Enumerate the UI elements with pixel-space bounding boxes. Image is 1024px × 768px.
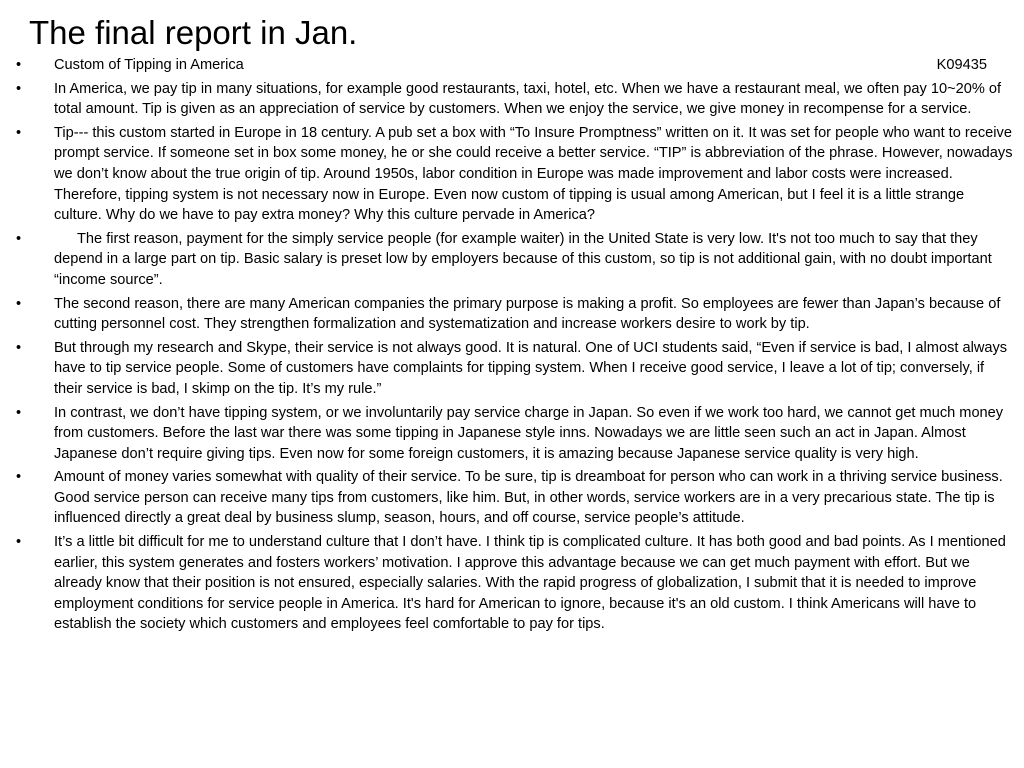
list-item: [0, 532, 1024, 635]
list-item: [0, 467, 1024, 529]
bullet-list: [0, 55, 1024, 638]
list-item: [0, 229, 1024, 291]
bullet-icon: •: [16, 404, 22, 421]
list-item: [0, 294, 1024, 335]
paragraph-text: In contrast, we don’t have tipping system, or we involuntarily pay service charge in Japan. So even if we work too hard, we cannot get much money from customers. Before the last war there was some tipping in Japanese style inns. Nowadays we are little seen such an act in Japan. Almost Japanese don’t require giving tips. Even now for some foreign customers, it is amazing because Japanese service quality is very high.: [54, 404, 1004, 462]
list-item: [0, 403, 1024, 465]
paragraph-text: It’s a little bit difficult for me to understand culture that I don’t have. I think tip is complicated culture. It has both good and bad points. As I mentioned earlier, this system generates and fosters workers’ motivation. I approve this advantage because we can get much payment with effort. But we already know that their position is not ensured, especially salaries. With the rapid progress of globalization, I submit that it is needed to improve employment conditions for service people in America. It's hard for American to ignore, because it's an old custom. I think Americans will have to establish the society which customers and employees feel comfortable to pay for tips.: [54, 534, 1006, 633]
list-item: [0, 338, 1024, 400]
paragraph-text: The second reason, there are many American companies the primary purpose is making a profit. So employees are fewer than Japan’s because of cutting personnel cost. They strengthen formalization and systematization and increase workers desire to work by tip.: [54, 295, 1001, 333]
list-item: [0, 123, 1024, 226]
bullet-icon: •: [16, 124, 22, 141]
page-title: The final report in Jan.: [29, 14, 358, 51]
bullet-icon: •: [16, 57, 22, 73]
report-subject: Custom of Tipping in America: [54, 57, 244, 73]
student-id: K09435: [936, 57, 987, 73]
bullet-icon: •: [16, 339, 22, 356]
bullet-icon: •: [16, 80, 22, 97]
list-item: [0, 79, 1024, 120]
paragraph-text: The first reason, payment for the simply service people (for example waiter) in the United State is very low. It's not too much to say that they depend in a large part on tip. Basic salary is preset low by employers because of this custom, so tip is not additional gain, with no doubt important “income source”.: [54, 230, 992, 288]
paragraph-text: Tip--- this custom started in Europe in 18 century. A pub set a box with “To Insure Promptness” written on it. It was set for people who want to receive prompt service. If someone set in box some money, he or she could receive a better service. “TIP” is abbreviation of the phrase. However, nowadays we don’t know about the true origin of tip. Around 1950s, labor condition in Europe was made improvement and labor costs were increased. Therefore, tipping system is not necessary now in Europe. Even now custom of tipping is usual among American, but I feel it is a little strange culture. Why do we have to pay extra money? Why this culture pervade in America?: [54, 124, 1013, 224]
paragraph-text: But through my research and Skype, their service is not always good. It is natural. One of UCI students said, “Even if service is bad, I almost always have to tip service people. Some of customers have complaints for tipping system. When I receive good service, I leave a lot of tip; conversely, if their service is bad, I skimp on the tip. It’s my rule.”: [54, 339, 1008, 397]
bullet-icon: •: [16, 534, 22, 551]
bullet-icon: •: [16, 295, 22, 312]
bullet-icon: •: [16, 469, 22, 486]
bullet-icon: •: [16, 230, 22, 247]
list-item-header: [0, 55, 1024, 76]
paragraph-text: Amount of money varies somewhat with quality of their service. To be sure, tip is dreamboat for person who can work in a thriving service business. Good service person can receive many tips from customers, like him. But, in other words, service workers are in a very precarious state. The tip is influenced directly a great deal by business slump, season, hours, and off course, service people’s attitude.: [54, 469, 1003, 527]
paragraph-text: In America, we pay tip in many situations, for example good restaurants, taxi, hotel, etc. When we have a restaurant meal, we often pay 10~20% of total amount. Tip is given as an appreciation of service by customers. When we enjoy the service, we give money in recompense for a service.: [54, 80, 1002, 118]
